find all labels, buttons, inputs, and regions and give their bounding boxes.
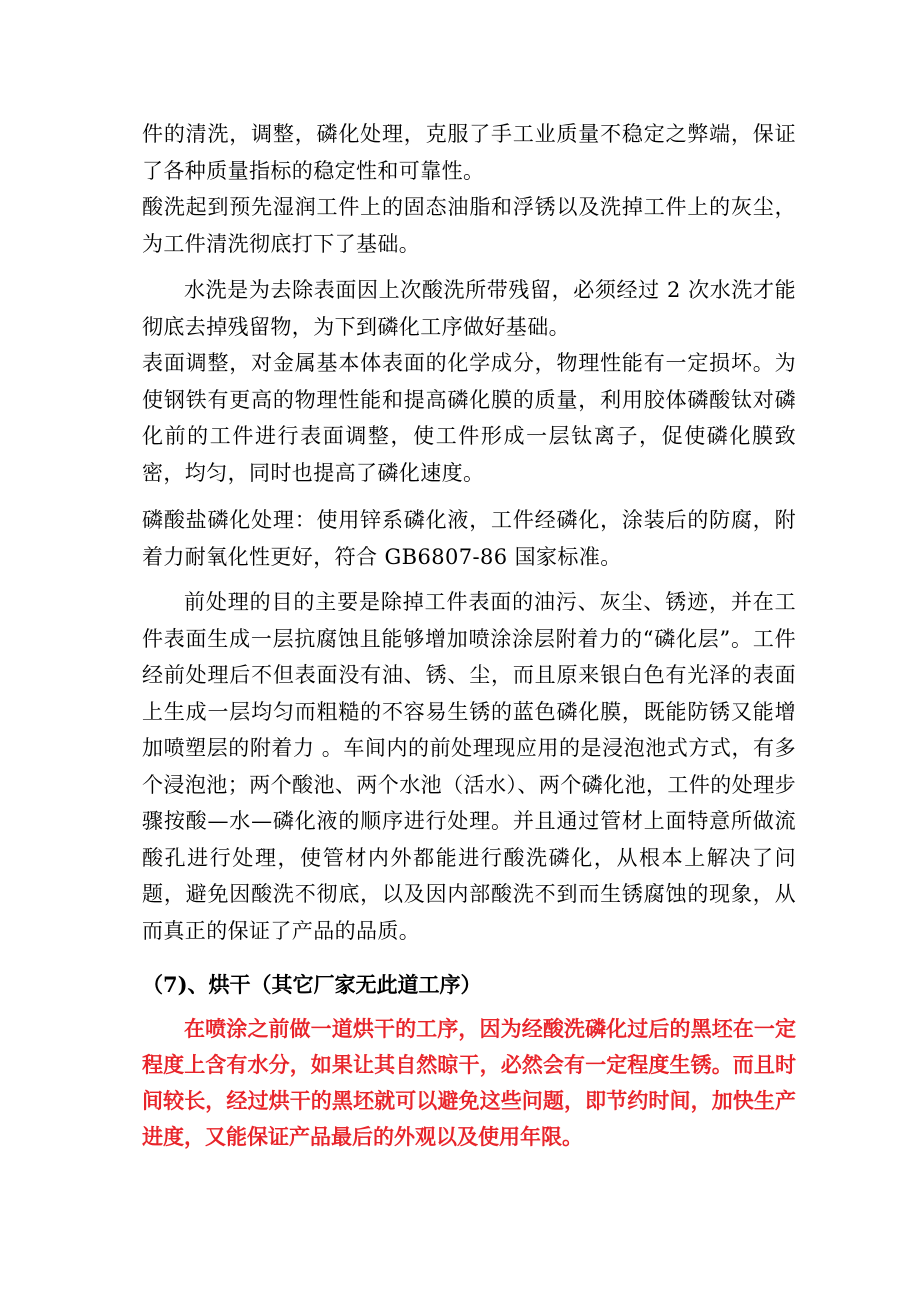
paragraph-pretreatment: 前处理的目的主要是除掉工件表面的油污、灰尘、锈迹，并在工件表面生成一层抗腐蚀且能够增加喷涂涂层附着力的“磷化层”。工件经前处理后不但表面没有油、锈、尘，而且原来银白色有光泽的表面上生成一层均匀而粗糙的不容易生锈的蓝色磷化膜，既能防锈又能增加喷塑层的附着力 。车间内的前处理现应用的是浸泡池式方式，有多个浸泡池；两个酸池、两个水池（活水）、两个磷化池，工件的处理步骤按酸—水—磷化液的顺序进行处理。并且通过管材上面特意所做流酸孔进行处理，使管材内外都能进行酸洗磷化，从根本上解决了问题，避免因酸洗不彻底，以及因内部酸洗不到而生锈腐蚀的现象，从而真正的保证了产品的品质。 [142, 590, 796, 943]
paragraph-phosphating: 磷酸盐磷化处理：使用锌系磷化液，工件经磷化，涂装后的防腐，附着力耐氧化性更好，符合 GB6807-86 国家标准。 [142, 508, 796, 569]
paragraph-drying-highlight: 在喷涂之前做一道烘干的工序，因为经酸洗磷化过后的黑坯在一定程度上含有水分，如果让其自然晾干，必然会有一定程度生锈。而且时间较长，经过烘干的黑坯就可以避免这些问题，即节约时间，加快生产进度，又能保证产品最后的外观以及使用年限。 [142, 1016, 796, 1149]
paragraph-acid-wash: 酸洗起到预先湿润工件上的固态油脂和浮锈以及洗掉工件上的灰尘，为工件清洗彻底打下了基础。 [142, 195, 796, 256]
paragraph-water-wash: 水洗是为去除表面因上次酸洗所带残留，必须经过 2 次水洗才能彻底去掉残留物，为下到磷化工序做好基础。 [142, 278, 796, 339]
paragraph-surface-adjustment: 表面调整，对金属基本体表面的化学成分，物理性能有一定损坏。为使钢铁有更高的物理性能和提高磷化膜的质量，利用胶体磷酸钛对磷化前的工件进行表面调整，使工件形成一层钛离子，促使磷化膜致密，均匀，同时也提高了磷化速度。 [142, 351, 796, 485]
paragraph-cleaning-intro: 件的清洗，调整，磷化处理，克服了手工业质量不稳定之弊端，保证了各种质量指标的稳定性和可靠性。 [142, 122, 796, 183]
section-heading-drying: （7)、烘干（其它厂家无此道工序） [142, 972, 482, 997]
